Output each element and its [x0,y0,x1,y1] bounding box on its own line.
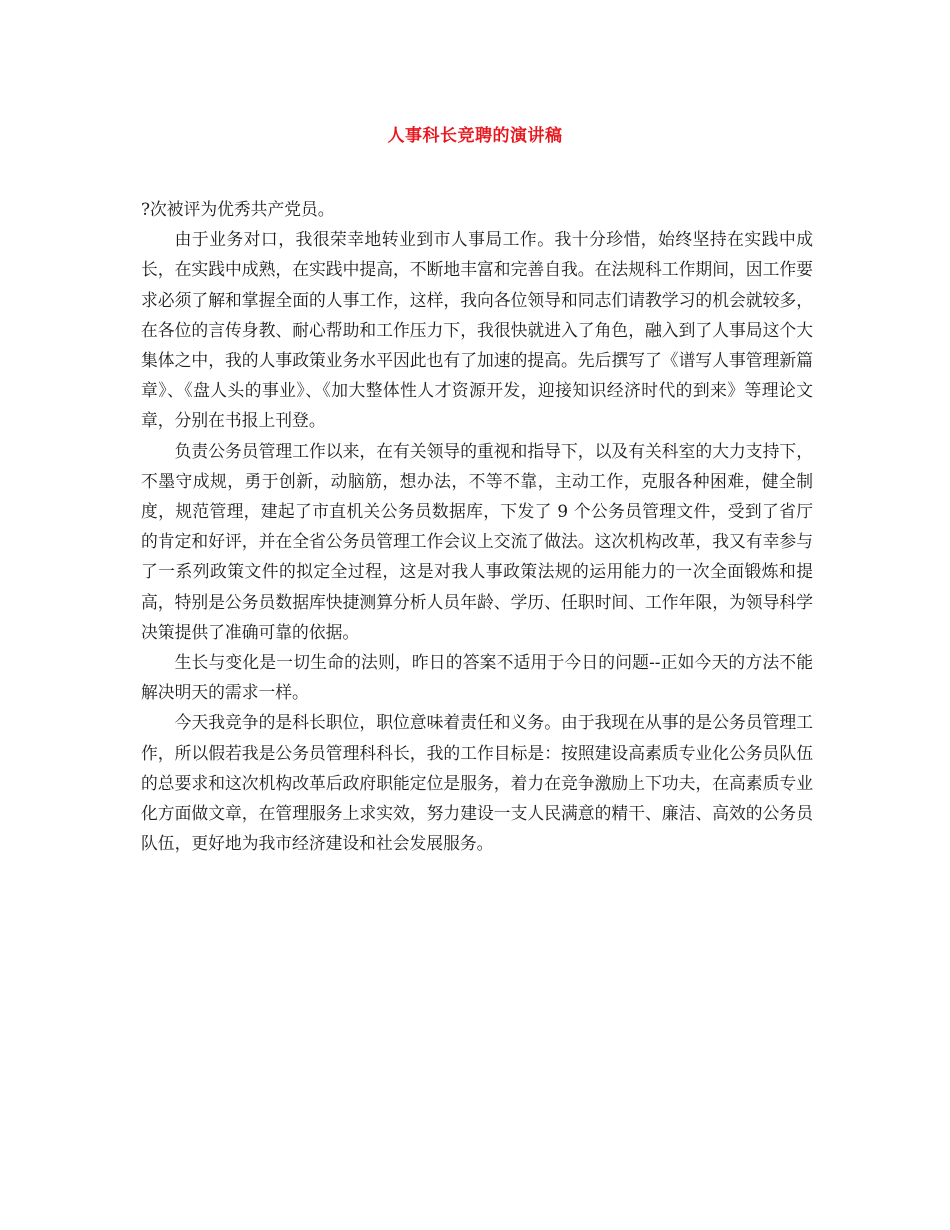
document-title: 人事科长竞聘的演讲稿 [387,126,563,146]
paragraph-4: 生长与变化是一切生命的法则，昨日的答案不适用于今日的问题--正如今天的方法不能解决明天的需求一样。 [141,652,813,703]
paragraph-5: 今天我竞争的是科长职位，职位意味着责任和义务。由于我现在从事的是公务员管理工作，所以假若我是公务员管理科科长，我的工作目标是：按照建设高素质专业化公务员队伍的总要求和这次机构改革后政府职能定位是服务，着力在竞争激励上下功夫，在高素质专业化方面做文章，在管理服务上求实效，努力建设一支人民满意的精干、廉洁、高效的公务员队伍，更好地为我市经济建设和社会发展服务。 [141,712,813,854]
paragraph-2: 由于业务对口，我很荣幸地转业到市人事局工作。我十分珍惜，始终坚持在实践中成长，在实践中成熟，在实践中提高，不断地丰富和完善自我。在法规科工作期间，因工作要求必须了解和掌握全面的人事工作，这样，我向各位领导和同志们请教学习的机会就较多，在各位的言传身教、耐心帮助和工作压力下，我很快就进入了角色，融入到了人事局这个大集体之中，我的人事政策业务水平因此也有了加速的提高。先后撰写了《谱写人事管理新篇章》、《盘人头的事业》、《加大整体性人才资源开发，迎接知识经济时代的到来》等理论文章，分别在书报上刊登。 [141,229,813,431]
document-body [141,194,813,858]
paragraph-3: 负责公务员管理工作以来，在有关领导的重视和指导下，以及有关科室的大力支持下，不墨守成规，勇于创新，动脑筋，想办法，不等不靠，主动工作，克服各种困难，健全制度，规范管理，建起了市直机关公务员数据库，下发了 9 个公务员管理文件，受到了省厅的肯定和好评，并在全省公务员管理工作会议上交流了做法。这次机构改革，我又有幸参与了一系列政策文件的拟定全过程，这是对我人事政策法规的运用能力的一次全面锻炼和提高，特别是公务员数据库快捷测算分析人员年龄、学历、任职时间、工作年限，为领导科学决策提供了准确可靠的依据。 [141,440,813,642]
paragraph-1: ?次被评为优秀共产党员。 [141,199,335,219]
